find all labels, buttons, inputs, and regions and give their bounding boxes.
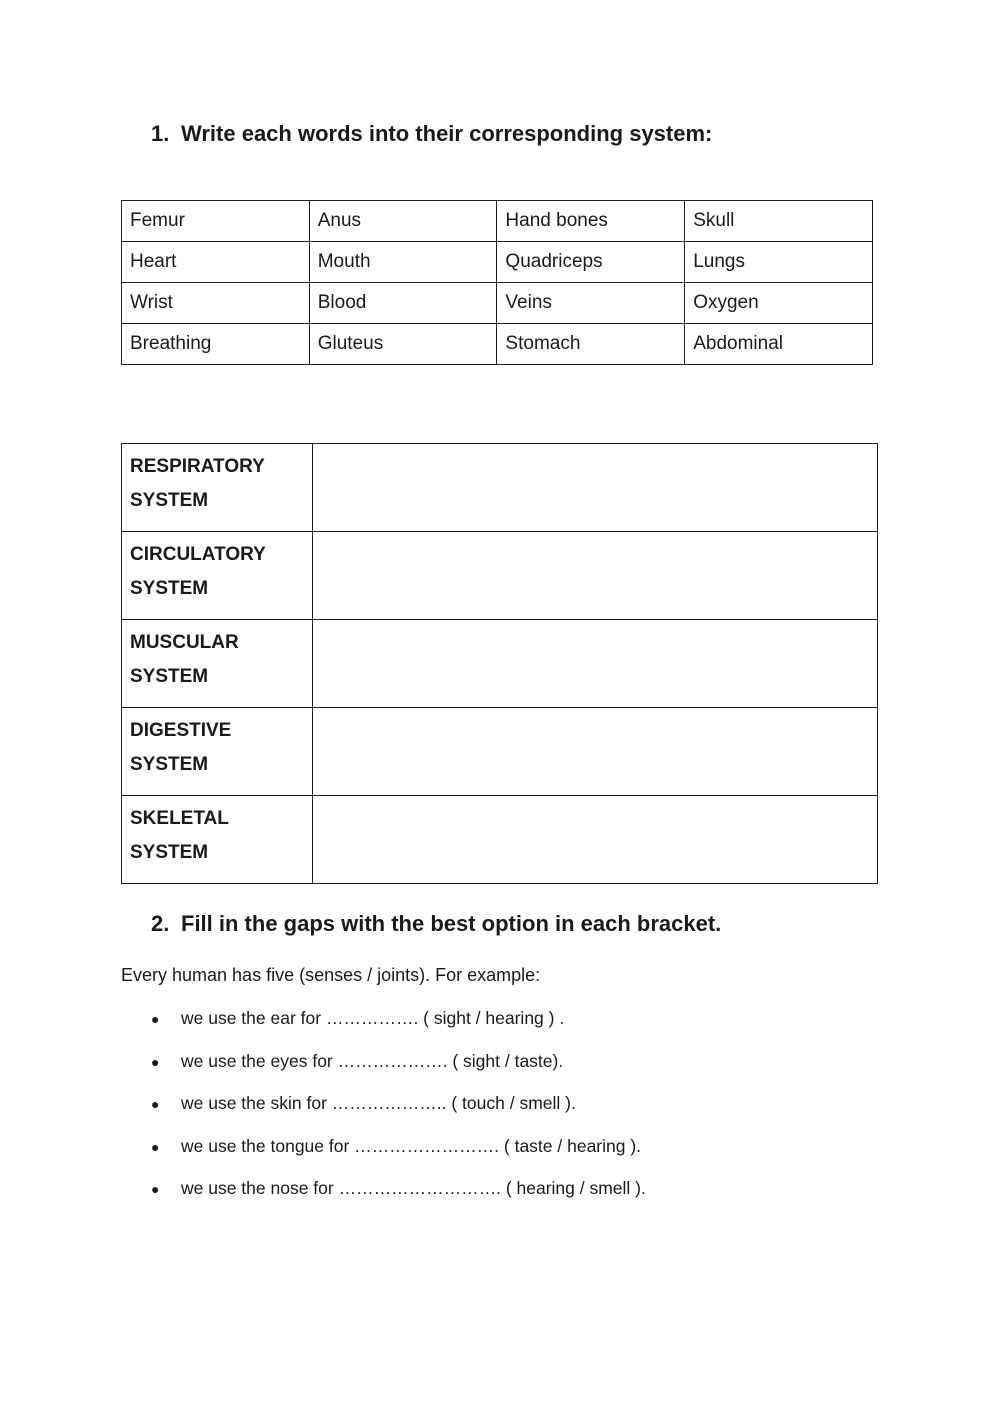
list-item-text: we use the nose for ………………………. ( hearing / smell ).: [181, 1178, 646, 1198]
system-row-digestive: [122, 708, 878, 796]
word-cell: Mouth: [309, 242, 497, 283]
word-cell: Veins: [497, 283, 685, 324]
section-1-number: 1.: [151, 121, 170, 146]
system-row-circulatory: [122, 532, 878, 620]
word-cell: Femur: [122, 201, 310, 242]
bullet-icon: ●: [151, 1053, 160, 1070]
word-cell: Wrist: [122, 283, 310, 324]
word-cell: Skull: [685, 201, 873, 242]
system-row-respiratory: [122, 444, 878, 532]
section-1-heading: [151, 121, 712, 147]
answer-cell-muscular[interactable]: [312, 620, 877, 708]
section-2-intro: Every human has five (senses / joints). For example:: [121, 965, 541, 985]
word-cell: Blood: [309, 283, 497, 324]
word-cell: Abdominal: [685, 324, 873, 365]
table-row: [122, 283, 873, 324]
word-cell: Oxygen: [685, 283, 873, 324]
list-item: [151, 1008, 646, 1051]
bullet-icon: ●: [151, 1138, 160, 1155]
list-item-text: we use the tongue for ……………………. ( taste / hearing ).: [181, 1135, 642, 1156]
list-item-text: we use the ear for ……………. ( sight / hearing ) .: [181, 1008, 565, 1028]
bullet-icon: ●: [151, 1011, 160, 1027]
word-cell: Stomach: [497, 324, 685, 365]
list-item-text: we use the eyes for ………………. ( sight / taste).: [181, 1050, 564, 1071]
list-item: [151, 1051, 646, 1094]
word-cell: Anus: [309, 201, 497, 242]
system-label-digestive: DIGESTIVE SYSTEM: [122, 708, 313, 796]
system-label-respiratory: RESPIRATORY SYSTEM: [122, 444, 313, 532]
list-item-text: we use the skin for ……………….. ( touch / smell ).: [181, 1093, 576, 1113]
word-cell: Heart: [122, 242, 310, 283]
system-row-skeletal: [122, 796, 878, 884]
table-row: [122, 242, 873, 283]
system-label-skeletal: SKELETAL SYSTEM: [122, 796, 313, 884]
answer-cell-circulatory[interactable]: [312, 532, 877, 620]
answer-cell-skeletal[interactable]: [312, 796, 877, 884]
system-label-circulatory: CIRCULATORY SYSTEM: [122, 532, 313, 620]
word-cell: Gluteus: [309, 324, 497, 365]
word-cell: Lungs: [685, 242, 873, 283]
section-2-title: Fill in the gaps with the best option in each bracket.: [181, 911, 722, 936]
section-2-number: 2.: [151, 911, 170, 936]
word-cell: Breathing: [122, 324, 310, 365]
table-row: [122, 201, 873, 242]
answer-cell-respiratory[interactable]: [312, 444, 877, 532]
senses-list: [151, 1008, 646, 1221]
answer-cell-digestive[interactable]: [312, 708, 877, 796]
table-row: [122, 324, 873, 365]
section-2-heading: [151, 911, 721, 937]
list-item: [151, 1093, 646, 1136]
word-bank-table: [121, 200, 873, 365]
list-item: [151, 1136, 646, 1179]
section-1-title: Write each words into their corresponding system:: [181, 121, 713, 146]
list-item: [151, 1178, 646, 1221]
word-cell: Quadriceps: [497, 242, 685, 283]
bullet-icon: ●: [151, 1096, 160, 1112]
bullet-icon: ●: [151, 1181, 160, 1197]
word-cell: Hand bones: [497, 201, 685, 242]
system-row-muscular: [122, 620, 878, 708]
body-systems-table: [121, 443, 878, 884]
system-label-muscular: MUSCULAR SYSTEM: [122, 620, 313, 708]
